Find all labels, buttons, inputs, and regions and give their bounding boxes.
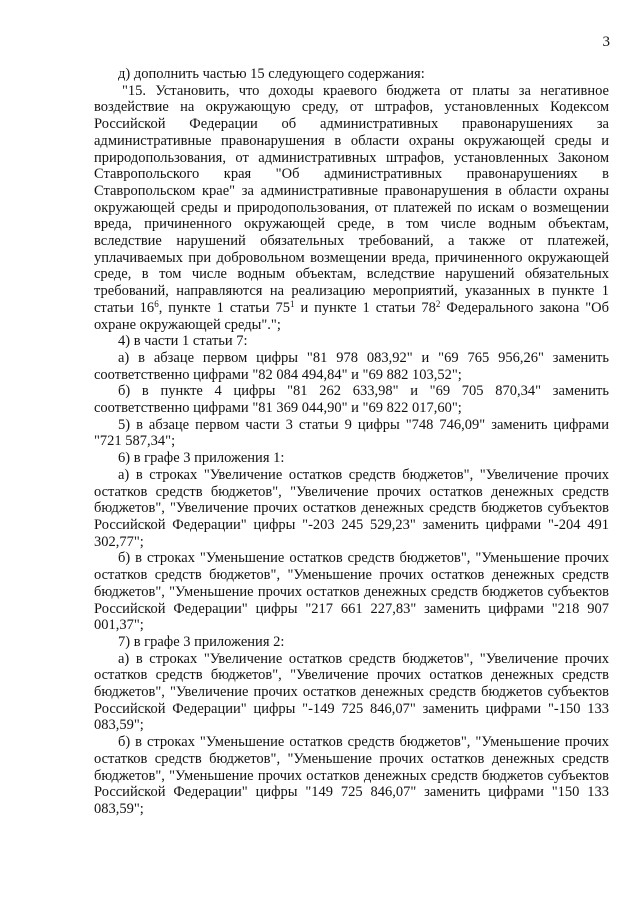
paragraph-text: и пункте 1 статьи 78 [294, 299, 436, 316]
paragraph-p7a [94, 651, 609, 735]
paragraph-text: Федерального закона "Об охране окружающей среды"."; [94, 299, 609, 333]
paragraph-p6b [94, 550, 609, 634]
paragraph-text: 7) в графе 3 приложения 2: [118, 633, 285, 650]
paragraph-p4 [94, 333, 609, 350]
paragraph-p6a [94, 467, 609, 551]
paragraph-p4b [94, 383, 609, 416]
paragraph-text: 6) в графе 3 приложения 1: [118, 450, 285, 467]
paragraph-p7b [94, 734, 609, 818]
paragraph-text: а) в абзаце первом цифры "81 978 083,92" и "69 765 956,26" заменить соответственно цифрами "82 084 494,84" и "69 882 103,52"; [94, 349, 609, 383]
paragraph-p7 [94, 634, 609, 651]
paragraph-text: , пункте 1 статьи 75 [158, 299, 290, 316]
paragraph-text: а) в строках "Увеличение остатков средств бюджетов", "Увеличение прочих остатков средств бюджетов", "Увеличение прочих остатков денежных средств бюджетов", "Увеличение прочих остатков денежных средств бюджетов субъектов Российской Федерации" цифры "-203 245 529,23" заменить цифрами "-204 491 302,77"; [94, 466, 609, 550]
paragraph-text: "15. Установить, что доходы краевого бюджета от платы за негативное воздействие на окружающую среду, от штрафов, установленных Кодексом Российской Федерации об административных правонарушениях за административные правонарушения в области охраны окружающей среды и природопользования, от административных штрафов, установленных Законом Ставропольского края "Об административных правонарушениях в Ставропольском крае" за административные правонарушения в области охраны окружающей среды и природопользования, от платежей по искам о возмещении вреда, причиненного окружающей среде, в том числе водным объектам, вследствие нарушений обязательных требований, а также от платежей, уплачиваемых при добровольном возмещении вреда, причиненного окружающей среде, в том числе водным объектам, вследствие нарушений обязательных требований, направляются на реализацию мероприятий, указанных в пункте 1 статьи 16 [94, 82, 609, 316]
paragraph-text: 5) в абзаце первом части 3 статьи 9 цифры "748 746,09" заменить цифрами "721 587,34"; [94, 416, 609, 450]
paragraph-text: 4) в части 1 статьи 7: [118, 333, 248, 350]
page-number: 3 [602, 34, 610, 50]
paragraph-p5 [94, 417, 609, 450]
paragraph-d [94, 66, 609, 83]
paragraph-p6 [94, 450, 609, 467]
paragraph-text: б) в строках "Уменьшение остатков средств бюджетов", "Уменьшение прочих остатков средств бюджетов", "Уменьшение прочих остатков денежных средств бюджетов", "Уменьшение прочих остатков денежных средств бюджетов субъектов Российской Федерации" цифры "149 725 846,07" заменить цифрами "150 133 083,59"; [94, 734, 609, 817]
paragraph-text: а) в строках "Увеличение остатков средств бюджетов", "Увеличение прочих остатков средств бюджетов", "Увеличение прочих остатков денежных средств бюджетов", "Увеличение прочих остатков денежных средств бюджетов субъектов Российской Федерации" цифры "-149 725 846,07" заменить цифрами "-150 133 083,59"; [94, 650, 609, 734]
paragraph-p15 [94, 83, 609, 334]
superscript-index: 1 [290, 298, 295, 309]
paragraph-text: б) в пункте 4 цифры "81 262 633,98" и "69 705 870,34" заменить соответственно цифрами "81 369 044,90" и "69 822 017,60"; [94, 383, 609, 417]
superscript-index: 6 [154, 298, 159, 309]
paragraph-text: б) в строках "Уменьшение остатков средств бюджетов", "Уменьшение прочих остатков средств бюджетов", "Уменьшение прочих остатков денежных средств бюджетов", "Уменьшение прочих остатков денежных средств бюджетов субъектов Российской Федерации" цифры "217 661 227,83" заменить цифрами "218 907 001,37"; [94, 550, 609, 634]
paragraph-p4a [94, 350, 609, 383]
document-body [94, 66, 609, 818]
superscript-index: 2 [435, 298, 441, 309]
paragraph-text: д) дополнить частью 15 следующего содержания: [118, 66, 425, 82]
